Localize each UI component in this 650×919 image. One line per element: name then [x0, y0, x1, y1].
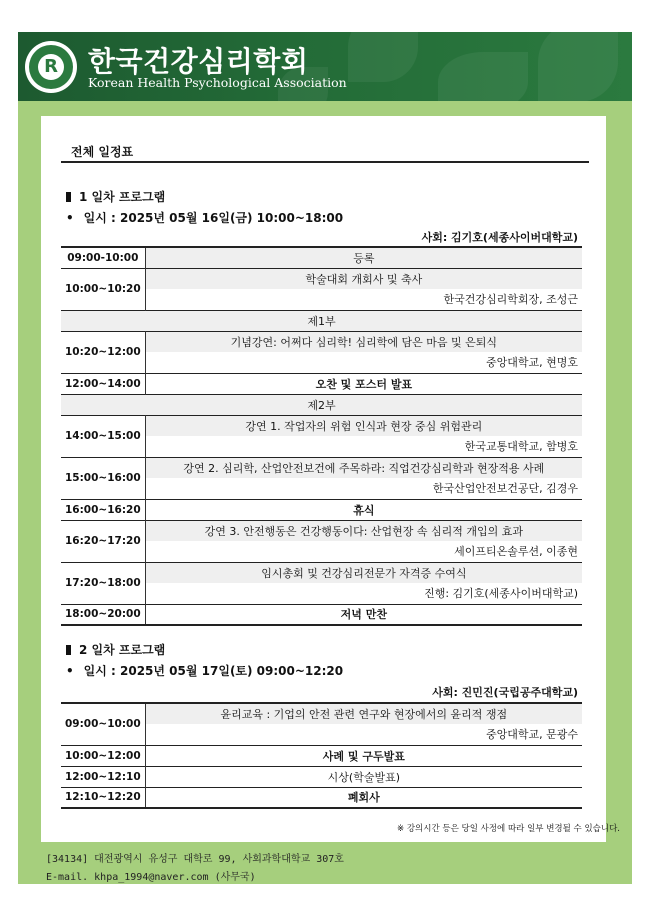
session-title: 강연 3. 안전행동은 건강행동이다: 산업현장 속 심리적 개입의 효과	[145, 520, 582, 541]
part-header-row	[61, 310, 582, 331]
session-title: 저녁 만찬	[145, 604, 582, 625]
table-row	[61, 745, 582, 766]
org-name-korean: 한국건강심리학회	[88, 45, 309, 78]
session-title: 강연 1. 작업자의 위험 인식과 현장 중심 위험관리	[145, 415, 582, 436]
schedule-note: ※ 강의시간 등은 당일 사정에 따라 일부 변경될 수 있습니다.	[397, 824, 620, 834]
time-cell: 12:00~14:00	[61, 373, 145, 394]
day1-date: • 일시 : 2025년 05월 16일(금) 10:00~18:00	[66, 211, 344, 225]
table-row	[61, 415, 582, 436]
square-bullet-icon	[66, 645, 71, 655]
time-cell: 09:00~10:00	[61, 703, 145, 745]
speaker: 진행: 김기호(세종사이버대학교)	[145, 583, 582, 604]
table-row	[61, 499, 582, 520]
time-cell: 12:10~12:20	[61, 787, 145, 808]
time-cell: 10:20~12:00	[61, 331, 145, 373]
session-title: 오찬 및 포스터 발표	[145, 373, 582, 394]
table-row	[61, 766, 582, 787]
part-header-row	[61, 394, 582, 415]
day1-schedule-table	[61, 246, 582, 626]
table-row	[61, 703, 582, 724]
day1-heading: 1 일차 프로그램	[66, 188, 165, 205]
day1-host: 사회: 김기호(세종사이버대학교)	[421, 231, 578, 244]
speaker: 중앙대학교, 현명호	[145, 352, 582, 373]
session-title: 강연 2. 심리학, 산업안전보건에 주목하라: 직업건강심리학과 현장적용 사례	[145, 457, 582, 478]
table-row	[61, 247, 582, 268]
day2-host: 사회: 진민진(국립공주대학교)	[432, 686, 578, 699]
table-row	[61, 331, 582, 352]
session-title: 임시총회 및 건강심리전문가 자격증 수여식	[145, 562, 582, 583]
table-row	[61, 268, 582, 289]
table-row	[61, 373, 582, 394]
schedule-title: 전체 일정표	[61, 142, 589, 163]
speaker: 한국교통대학교, 함병호	[145, 436, 582, 457]
table-row	[61, 520, 582, 541]
session-title: 폐회사	[145, 787, 582, 808]
speaker: 한국산업안전보건공단, 김경우	[145, 478, 582, 499]
org-name-english: Korean Health Psychological Association	[88, 75, 347, 90]
part-label: 제2부	[61, 394, 582, 415]
part-label: 제1부	[61, 310, 582, 331]
speaker: 한국건강심리학회장, 조성근	[145, 289, 582, 310]
day2-heading: 2 일차 프로그램	[66, 641, 165, 658]
day2-schedule-table	[61, 702, 582, 809]
time-cell: 16:00~16:20	[61, 499, 145, 520]
time-cell: 12:00~12:10	[61, 766, 145, 787]
speaker: 중앙대학교, 문광수	[145, 724, 582, 745]
square-bullet-icon	[66, 192, 71, 202]
session-title: 윤리교육 : 기업의 안전 관련 연구와 현장에서의 윤리적 쟁점	[145, 703, 582, 724]
header-banner	[18, 32, 632, 101]
day2-date: • 일시 : 2025년 05월 17일(토) 09:00~12:20	[66, 664, 344, 678]
session-title: 학술대회 개회사 및 축사	[145, 268, 582, 289]
session-title: 휴식	[145, 499, 582, 520]
time-cell: 15:00~16:00	[61, 457, 145, 499]
table-row	[61, 457, 582, 478]
footer-address: [34134] 대전광역시 유성구 대학로 99, 사회과학대학교 307호	[46, 854, 344, 865]
session-title: 사례 및 구두발표	[145, 745, 582, 766]
session-title: 시상(학술발표)	[145, 766, 582, 787]
time-cell: 10:00~10:20	[61, 268, 145, 310]
table-row	[61, 604, 582, 625]
table-row	[61, 787, 582, 808]
session-title: 기념강연: 어쩌다 심리학! 심리학에 담은 마음 및 은퇴식	[145, 331, 582, 352]
footer-email: E-mail. khpa_1994@naver.com (사무국)	[46, 872, 256, 883]
time-cell: 10:00~12:00	[61, 745, 145, 766]
session-title: 등록	[145, 247, 582, 268]
time-cell: 14:00~15:00	[61, 415, 145, 457]
time-cell: 16:20~17:20	[61, 520, 145, 562]
time-cell: 18:00~20:00	[61, 604, 145, 625]
logo-glyph: R	[44, 56, 58, 77]
time-cell: 17:20~18:00	[61, 562, 145, 604]
speaker: 세이프티온솔루션, 이종현	[145, 541, 582, 562]
association-logo	[25, 41, 77, 93]
time-cell: 09:00-10:00	[61, 247, 145, 268]
table-row	[61, 562, 582, 583]
